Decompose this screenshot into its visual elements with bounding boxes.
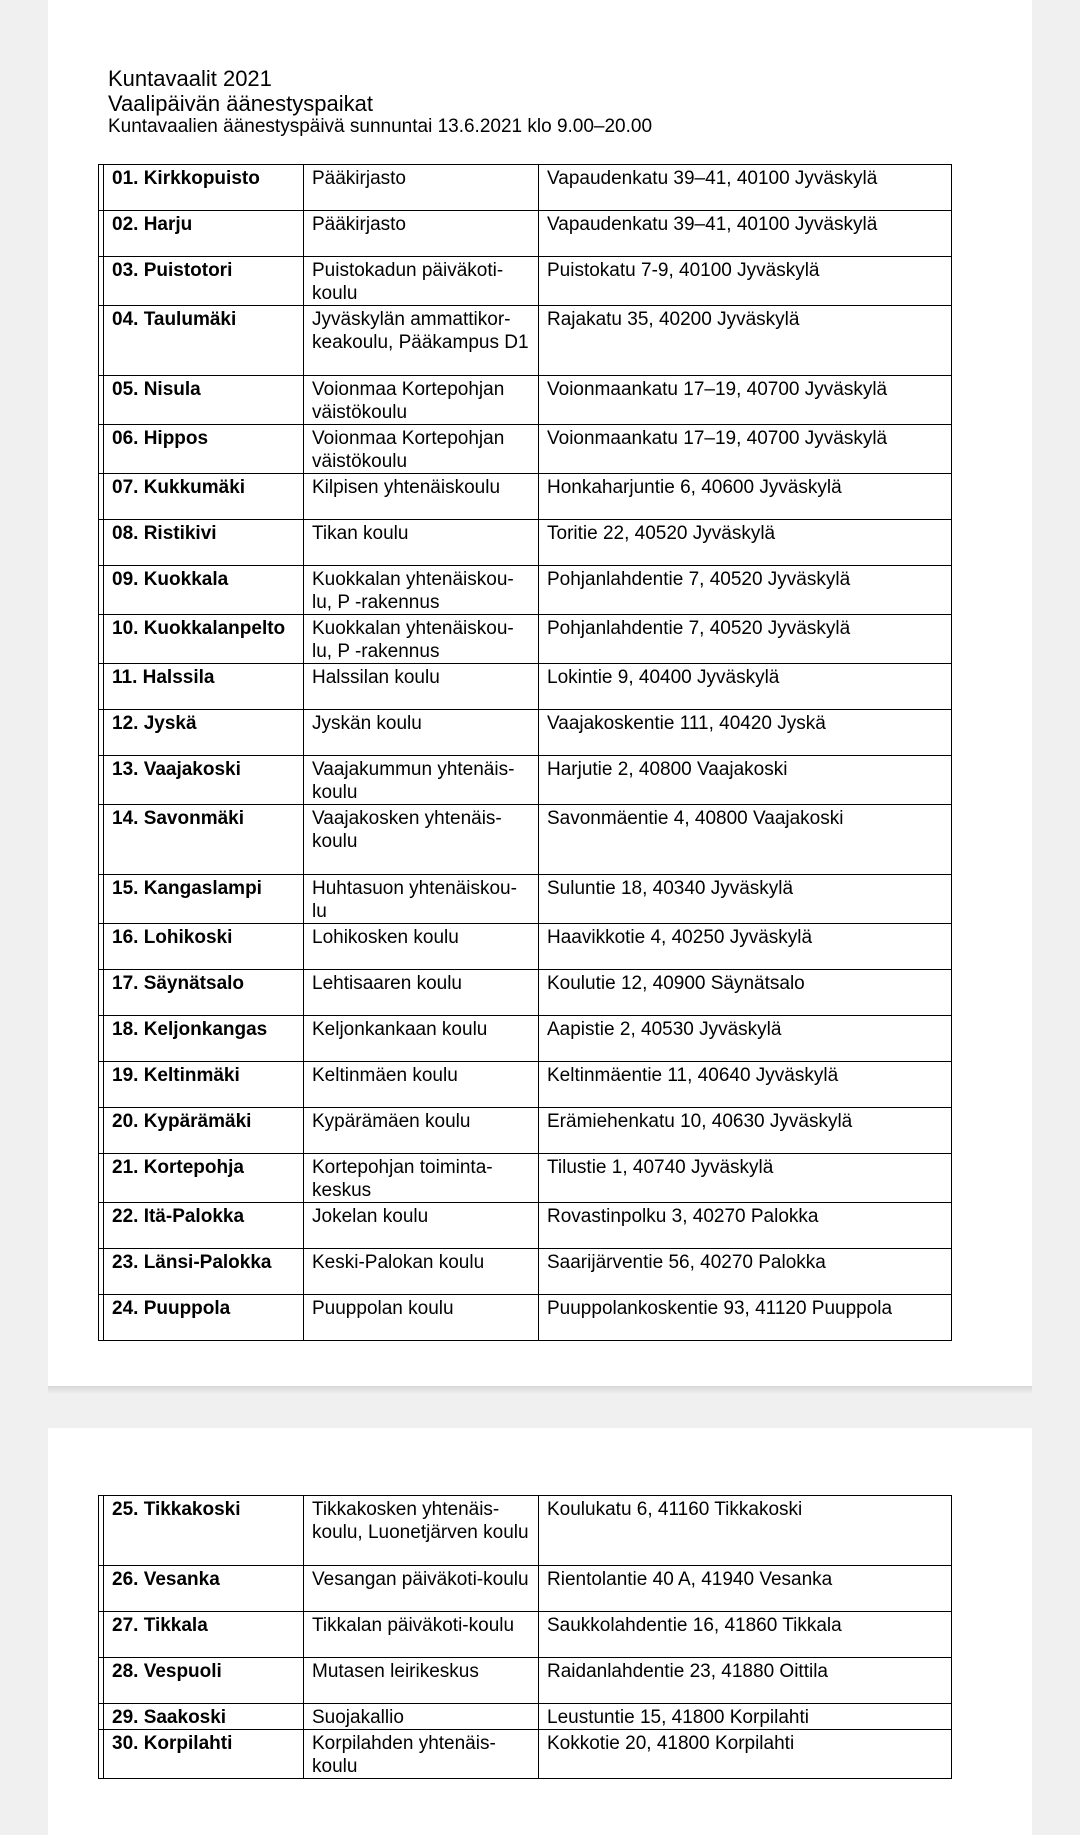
voting-area-cell: 17. Säynätsalo <box>104 970 304 1016</box>
table-row <box>99 257 952 306</box>
voting-area-cell: 21. Kortepohja <box>104 1154 304 1203</box>
address-cell: Voionmaankatu 17–19, 40700 Jyväskylä <box>539 425 952 474</box>
address-cell: Koulutie 12, 40900 Säynätsalo <box>539 970 952 1016</box>
polling-place-cell: Kuokkalan yhtenäiskou-lu, P -rakennus <box>304 566 539 615</box>
table-row <box>99 165 952 211</box>
voting-area-cell: 01. Kirkkopuisto <box>104 165 304 211</box>
address-cell: Saarijärventie 56, 40270 Palokka <box>539 1249 952 1295</box>
voting-area-cell: 23. Länsi-Palokka <box>104 1249 304 1295</box>
polling-place-cell: Keltinmäen koulu <box>304 1062 539 1108</box>
address-cell: Toritie 22, 40520 Jyväskylä <box>539 520 952 566</box>
table-row <box>99 425 952 474</box>
voting-area-cell: 25. Tikkakoski <box>104 1496 304 1566</box>
address-cell: Puuppolankoskentie 93, 41120 Puuppola <box>539 1295 952 1341</box>
table-row <box>99 1658 952 1704</box>
document-header <box>108 66 652 138</box>
voting-area-cell: 27. Tikkala <box>104 1612 304 1658</box>
address-cell: Rovastinpolku 3, 40270 Palokka <box>539 1203 952 1249</box>
voting-area-cell: 26. Vesanka <box>104 1566 304 1612</box>
voting-area-cell: 30. Korpilahti <box>104 1730 304 1779</box>
polling-place-cell: Tikkakosken yhtenäis-koulu, Luonetjärven koulu <box>304 1496 539 1566</box>
document-subtitle: Vaalipäivän äänestyspaikat <box>108 91 373 116</box>
address-cell: Keltinmäentie 11, 40640 Jyväskylä <box>539 1062 952 1108</box>
table-row <box>99 1496 952 1566</box>
address-cell: Raidanlahdentie 23, 41880 Oittila <box>539 1658 952 1704</box>
polling-place-cell: Voionmaa Kortepohjan väistökoulu <box>304 376 539 425</box>
table-row <box>99 1154 952 1203</box>
polling-place-cell: Keski-Palokan koulu <box>304 1249 539 1295</box>
table-row <box>99 1062 952 1108</box>
voting-area-cell: 18. Keljonkangas <box>104 1016 304 1062</box>
voting-area-cell: 22. Itä-Palokka <box>104 1203 304 1249</box>
address-cell: Suluntie 18, 40340 Jyväskylä <box>539 875 952 924</box>
table-row <box>99 710 952 756</box>
polling-place-cell: Tikkalan päiväkoti-koulu <box>304 1612 539 1658</box>
voting-area-cell: 15. Kangaslampi <box>104 875 304 924</box>
address-cell: Tilustie 1, 40740 Jyväskylä <box>539 1154 952 1203</box>
table-row <box>99 1566 952 1612</box>
address-cell: Voionmaankatu 17–19, 40700 Jyväskylä <box>539 376 952 425</box>
page-separator <box>48 1386 1032 1394</box>
address-cell: Koulukatu 6, 41160 Tikkakoski <box>539 1496 952 1566</box>
table-row <box>99 1704 952 1730</box>
polling-place-cell: Tikan koulu <box>304 520 539 566</box>
voting-area-cell: 04. Taulumäki <box>104 306 304 376</box>
polling-place-cell: Halssilan koulu <box>304 664 539 710</box>
voting-area-cell: 07. Kukkumäki <box>104 474 304 520</box>
table-row <box>99 566 952 615</box>
address-cell: Haavikkotie 4, 40250 Jyväskylä <box>539 924 952 970</box>
voting-area-cell: 20. Kypärämäki <box>104 1108 304 1154</box>
voting-area-cell: 02. Harju <box>104 211 304 257</box>
table-row <box>99 1249 952 1295</box>
polling-place-cell: Kypärämäen koulu <box>304 1108 539 1154</box>
voting-area-cell: 14. Savonmäki <box>104 805 304 875</box>
polling-place-cell: Pääkirjasto <box>304 165 539 211</box>
voting-area-cell: 09. Kuokkala <box>104 566 304 615</box>
table-row <box>99 474 952 520</box>
polling-place-cell: Kuokkalan yhtenäiskou-lu, P -rakennus <box>304 615 539 664</box>
polling-place-cell: Vesangan päiväkoti-koulu <box>304 1566 539 1612</box>
polling-place-cell: Puistokadun päiväkoti-koulu <box>304 257 539 306</box>
address-cell: Pohjanlahdentie 7, 40520 Jyväskylä <box>539 615 952 664</box>
polling-place-cell: Keljonkankaan koulu <box>304 1016 539 1062</box>
address-cell: Harjutie 2, 40800 Vaajakoski <box>539 756 952 805</box>
address-cell: Savonmäentie 4, 40800 Vaajakoski <box>539 805 952 875</box>
table-row <box>99 520 952 566</box>
voting-area-cell: 10. Kuokkalanpelto <box>104 615 304 664</box>
polling-place-cell: Jyskän koulu <box>304 710 539 756</box>
address-cell: Kokkotie 20, 41800 Korpilahti <box>539 1730 952 1779</box>
polling-place-cell: Vaajakummun yhtenäis-koulu <box>304 756 539 805</box>
polling-place-cell: Kortepohjan toiminta-keskus <box>304 1154 539 1203</box>
voting-area-cell: 06. Hippos <box>104 425 304 474</box>
polling-place-cell: Mutasen leirikeskus <box>304 1658 539 1704</box>
polling-place-cell: Puuppolan koulu <box>304 1295 539 1341</box>
polling-place-cell: Jyväskylän ammattikor-keakoulu, Pääkampus D1 <box>304 306 539 376</box>
table-row <box>99 1108 952 1154</box>
address-cell: Rientolantie 40 A, 41940 Vesanka <box>539 1566 952 1612</box>
polling-place-cell: Voionmaa Kortepohjan väistökoulu <box>304 425 539 474</box>
table-row <box>99 376 952 425</box>
voting-area-cell: 24. Puuppola <box>104 1295 304 1341</box>
polling-place-cell: Vaajakosken yhtenäis-koulu <box>304 805 539 875</box>
address-cell: Rajakatu 35, 40200 Jyväskylä <box>539 306 952 376</box>
address-cell: Aapistie 2, 40530 Jyväskylä <box>539 1016 952 1062</box>
table-row <box>99 1612 952 1658</box>
election-day-note: Kuntavaalien äänestyspäivä sunnuntai 13.6.2021 klo 9.00–20.00 <box>108 116 653 137</box>
polling-place-cell: Lehtisaaren koulu <box>304 970 539 1016</box>
address-cell: Saukkolahdentie 16, 41860 Tikkala <box>539 1612 952 1658</box>
voting-area-cell: 13. Vaajakoski <box>104 756 304 805</box>
polling-place-cell: Huhtasuon yhtenäiskou-lu <box>304 875 539 924</box>
document-title: Kuntavaalit 2021 <box>108 66 272 91</box>
polling-place-cell: Jokelan koulu <box>304 1203 539 1249</box>
address-cell: Vapaudenkatu 39–41, 40100 Jyväskylä <box>539 165 952 211</box>
voting-area-cell: 08. Ristikivi <box>104 520 304 566</box>
voting-area-cell: 11. Halssila <box>104 664 304 710</box>
voting-area-cell: 29. Saakoski <box>104 1704 304 1730</box>
address-cell: Erämiehenkatu 10, 40630 Jyväskylä <box>539 1108 952 1154</box>
polling-place-cell: Suojakallio <box>304 1704 539 1730</box>
polling-place-cell: Pääkirjasto <box>304 211 539 257</box>
table-row <box>99 1730 952 1779</box>
table-row <box>99 1016 952 1062</box>
polling-place-cell: Kilpisen yhtenäiskoulu <box>304 474 539 520</box>
table-row <box>99 1203 952 1249</box>
polling-places-table-2 <box>98 1495 952 1779</box>
table-row <box>99 875 952 924</box>
polling-places-table-1 <box>98 164 952 1341</box>
table-row <box>99 805 952 875</box>
voting-area-cell: 28. Vespuoli <box>104 1658 304 1704</box>
address-cell: Pohjanlahdentie 7, 40520 Jyväskylä <box>539 566 952 615</box>
voting-area-cell: 05. Nisula <box>104 376 304 425</box>
table-row <box>99 306 952 376</box>
voting-area-cell: 16. Lohikoski <box>104 924 304 970</box>
voting-area-cell: 12. Jyskä <box>104 710 304 756</box>
address-cell: Leustuntie 15, 41800 Korpilahti <box>539 1704 952 1730</box>
address-cell: Honkaharjuntie 6, 40600 Jyväskylä <box>539 474 952 520</box>
voting-area-cell: 03. Puistotori <box>104 257 304 306</box>
address-cell: Vaajakoskentie 111, 40420 Jyskä <box>539 710 952 756</box>
address-cell: Vapaudenkatu 39–41, 40100 Jyväskylä <box>539 211 952 257</box>
polling-place-cell: Lohikosken koulu <box>304 924 539 970</box>
table-row <box>99 756 952 805</box>
address-cell: Lokintie 9, 40400 Jyväskylä <box>539 664 952 710</box>
table-row <box>99 664 952 710</box>
table-row <box>99 924 952 970</box>
voting-area-cell: 19. Keltinmäki <box>104 1062 304 1108</box>
table-row <box>99 1295 952 1341</box>
table-row <box>99 211 952 257</box>
table-row <box>99 970 952 1016</box>
polling-place-cell: Korpilahden yhtenäis-koulu <box>304 1730 539 1779</box>
address-cell: Puistokatu 7-9, 40100 Jyväskylä <box>539 257 952 306</box>
table-row <box>99 615 952 664</box>
